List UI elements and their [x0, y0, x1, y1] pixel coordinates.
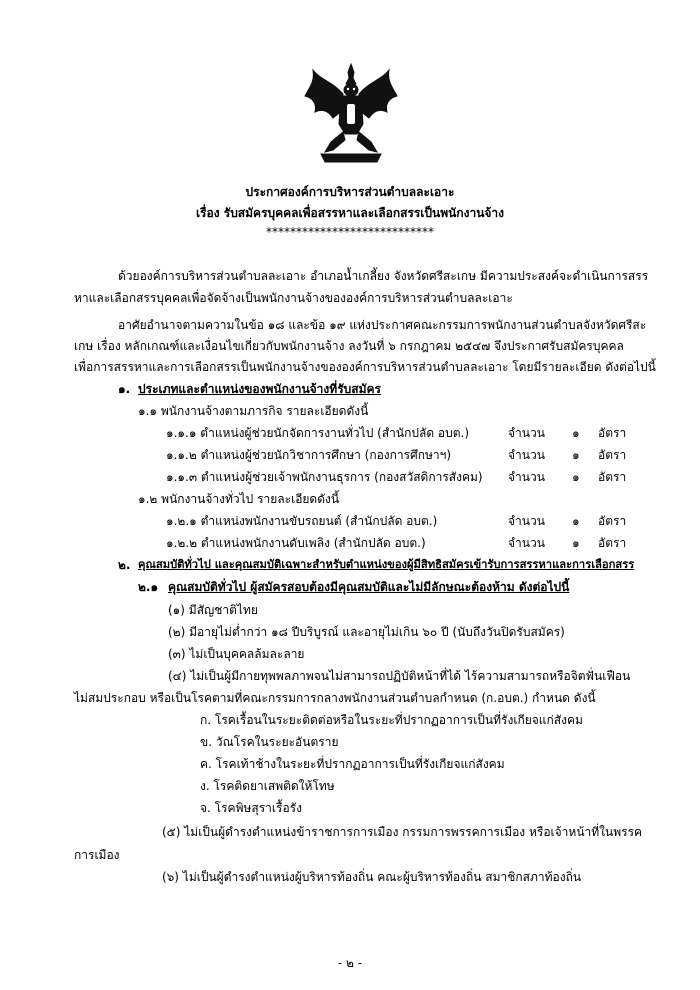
disease-item-5: จ. โรคพิษสุราเรื้อรัง — [200, 801, 302, 815]
position-1-2-1-unit: อัตรา — [598, 514, 627, 528]
qualification-item-3: (๓) ไม่เป็นบุคคลล้มละลาย — [168, 647, 305, 661]
position-1-1-3: ๑.๑.๓ ตำแหน่งผู้ช่วยเจ้าพนักงานธุรการ (กองสวัสดิการสังคม) — [166, 470, 483, 484]
disease-item-4: ง. โรคติดยาเสพติดให้โทษ — [200, 779, 335, 793]
position-1-1-1-count: ๑ — [572, 426, 580, 440]
position-1-1-2: ๑.๑.๒ ตำแหน่งผู้ช่วยนักวิชาการศึกษา (กองการศึกษาฯ) — [166, 448, 452, 462]
section-2-number: ๒. — [118, 558, 131, 572]
section-1-number: ๑. — [118, 382, 131, 396]
position-1-2-2-count: ๑ — [572, 536, 580, 550]
intro-paragraph-2-line-3: เพื่อการสรรหาและการเลือกสรรเป็นพนักงานจ้างขององค์การบริหารส่วนตำบลละเอาะ โดยมีรายละเอียด ดังต่อไปนี้ — [74, 360, 656, 374]
position-1-1-3-count-label: จำนวน — [508, 470, 545, 484]
position-1-2-1-count: ๑ — [572, 514, 580, 528]
intro-paragraph-2-line-2: เกษ เรื่อง หลักเกณฑ์และเงื่อนไขเกี่ยวกับพนักงานจ้าง ลงวันที่ ๖ กรกฎาคม ๒๕๔๗ จึงประกาศรับสมัครบุคคล — [74, 339, 624, 353]
separator-stars: **************************** — [266, 225, 434, 239]
disease-item-3: ค. โรคเท้าช้างในระยะที่ปรากฏอาการเป็นที่รังเกียจแก่สังคม — [200, 757, 505, 771]
intro-paragraph-1-line-2: หาและเลือกสรรบุคคลเพื่อจัดจ้างเป็นพนักงานจ้างขององค์การบริหารส่วนตำบลละเอาะ — [74, 291, 513, 305]
section-1-1-heading: ๑.๑ พนักงานจ้างตามภารกิจ รายละเอียดดังนี้ — [138, 404, 369, 418]
section-1-heading: ประเภทและตำแหน่งของพนักงานจ้างที่รับสมัคร — [138, 382, 381, 396]
position-1-2-1-count-label: จำนวน — [508, 514, 545, 528]
intro-paragraph-1-line-1: ด้วยองค์การบริหารส่วนตำบลละเอาะ อำเภอน้ำเกลี้ยง จังหวัดศรีสะเกษ มีความประสงค์จะดำเนินการสรร — [118, 269, 649, 283]
section-1-2-heading: ๑.๒ พนักงานจ้างทั่วไป รายละเอียดดังนี้ — [138, 492, 340, 506]
position-1-2-1: ๑.๒.๑ ตำแหน่งพนักงานขับรถยนต์ (สำนักปลัด อบต.) — [166, 514, 438, 528]
position-1-1-1: ๑.๑.๑ ตำแหน่งผู้ช่วยนักจัดการงานทั่วไป (สำนักปลัด อบต.) — [166, 426, 470, 440]
position-1-2-2: ๑.๒.๒ ตำแหน่งพนักงานดับเพลิง (สำนักปลัด อบต.) — [166, 536, 426, 550]
page-number: - ๒ - — [337, 956, 363, 970]
position-1-1-2-unit: อัตรา — [598, 448, 627, 462]
disease-item-1: ก. โรคเรื้อนในระยะติดต่อหรือในระยะที่ปรากฏอาการเป็นที่รังเกียจแก่สังคม — [200, 713, 583, 727]
qualification-item-5: (๕) ไม่เป็นผู้ดำรงตำแหน่งข้าราชการการเมือง กรรมการพรรคการเมือง หรือเจ้าหน้าที่ในพรรค — [162, 825, 643, 839]
garuda-emblem-icon — [303, 62, 399, 166]
position-1-2-2-unit: อัตรา — [598, 536, 627, 550]
qualification-item-1: (๑) มีสัญชาติไทย — [168, 603, 258, 617]
qualification-item-6: (๖) ไม่เป็นผู้ดำรงตำแหน่งผู้บริหารท้องถิ่น คณะผู้บริหารท้องถิ่น สมาชิกสภาท้องถิ่น — [162, 870, 582, 884]
qualification-item-4: (๔) ไม่เป็นผู้มีกายทุพพลภาพจนไม่สามารถปฏิบัติหน้าที่ได้ ไร้ความสามารถหรือจิตฟั่นเฟือน — [168, 669, 631, 683]
position-1-1-3-count: ๑ — [572, 470, 580, 484]
section-2-heading: คุณสมบัติทั่วไป และคุณสมบัติเฉพาะสำหรับตำแหน่งของผู้มีสิทธิสมัครเข้ารับการสรรหาและการเลือกสรร — [138, 558, 635, 571]
disease-item-2: ข. วัณโรคในระยะอันตราย — [200, 735, 339, 749]
intro-paragraph-2-line-1: อาศัยอำนาจตามความในข้อ ๑๘ และข้อ ๑๙ แห่งประกาศคณะกรรมการพนักงานส่วนตำบลจังหวัดศรีสะ — [118, 318, 647, 332]
announcement-title: ประกาศองค์การบริหารส่วนตำบลละเอาะ — [245, 185, 455, 199]
section-2-1-number: ๒.๑ — [138, 580, 159, 594]
position-1-1-1-count-label: จำนวน — [508, 426, 545, 440]
announcement-subject: เรื่อง รับสมัครบุคคลเพื่อสรรหาและเลือกสรรเป็นพนักงานจ้าง — [195, 206, 505, 220]
qualification-item-4-continued: ไม่สมประกอบ หรือเป็นโรคตามที่คณะกรรมการกลางพนักงานส่วนตำบลกำหนด (ก.อบต.) กำหนด ดังนี้ — [74, 691, 596, 705]
position-1-1-2-count: ๑ — [572, 448, 580, 462]
qualification-item-5-continued: การเมือง — [74, 848, 120, 862]
position-1-1-1-unit: อัตรา — [598, 426, 627, 440]
section-2-1-heading: คุณสมบัติทั่วไป ผู้สมัครสอบต้องมีคุณสมบัติและไม่มีลักษณะต้องห้าม ดังต่อไปนี้ — [168, 580, 570, 594]
position-1-1-3-unit: อัตรา — [598, 470, 627, 484]
position-1-1-2-count-label: จำนวน — [508, 448, 545, 462]
position-1-2-2-count-label: จำนวน — [508, 536, 545, 550]
qualification-item-2: (๒) มีอายุไม่ต่ำกว่า ๑๘ ปีบริบูรณ์ และอายุไม่เกิน ๖๐ ปี (นับถึงวันปิดรับสมัคร) — [168, 625, 565, 639]
